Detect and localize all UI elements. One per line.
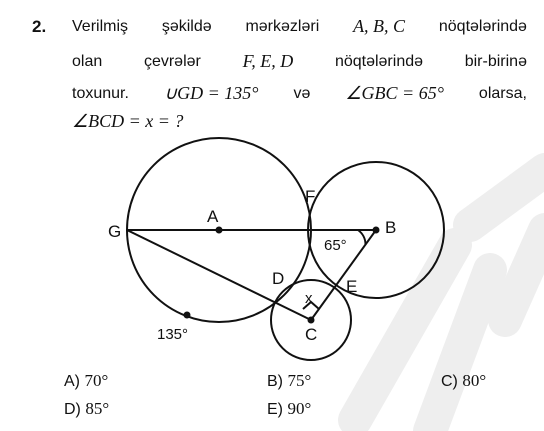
text-fragment: nöqtələrində xyxy=(438,18,527,35)
answer-letter: D) xyxy=(64,401,81,418)
point-c xyxy=(308,317,315,324)
text-fragment: nöqtələrində xyxy=(334,53,424,70)
answer-value: 70° xyxy=(84,371,109,390)
text-fragment: bir-birinə xyxy=(464,53,527,70)
arc-expression: ∪GD = 135° xyxy=(163,83,259,103)
label-c: C xyxy=(305,325,318,344)
answer-letter: C) xyxy=(441,373,458,390)
question-number: 2. xyxy=(32,17,47,36)
answer-letter: A) xyxy=(64,373,80,390)
label-e: E xyxy=(346,277,358,296)
answer-letter: B) xyxy=(267,373,283,390)
answer-letter: E) xyxy=(267,401,283,418)
text-fragment: olan xyxy=(72,53,103,70)
angle-b-label: 65° xyxy=(324,237,347,254)
angle-c-label: x xyxy=(305,290,313,307)
text-fragment: mərkəzləri xyxy=(245,18,320,35)
arc-gd-label: 135° xyxy=(157,326,189,343)
point-b xyxy=(373,227,380,234)
angle-expression: ∠GBC = 65° xyxy=(345,83,444,103)
answer-e[interactable] xyxy=(267,399,311,419)
arc-midpoint xyxy=(184,312,191,319)
label-a: A xyxy=(207,207,219,226)
answer-d[interactable] xyxy=(64,399,109,419)
answer-value: 85° xyxy=(85,399,110,418)
text-fragment: və xyxy=(293,85,311,102)
target-expression: ∠BCD = x = ? xyxy=(72,111,184,131)
text-fragment: olarsa, xyxy=(478,85,527,102)
angle-b-arc xyxy=(358,230,366,245)
centers-points: A, B, C xyxy=(353,16,406,36)
answer-c[interactable] xyxy=(441,371,486,391)
text-fragment: çevrələr xyxy=(143,53,201,70)
label-b: B xyxy=(385,218,397,237)
label-d: D xyxy=(272,269,285,288)
answer-value: 90° xyxy=(287,399,312,418)
tangent-points: F, E, D xyxy=(242,51,294,71)
text-fragment: şəkildə xyxy=(161,18,212,35)
text-fragment: toxunur. xyxy=(72,85,129,102)
label-f: F xyxy=(305,187,316,206)
answer-a[interactable] xyxy=(64,371,108,391)
answer-value: 80° xyxy=(462,371,487,390)
answer-b[interactable] xyxy=(267,371,311,391)
point-a xyxy=(216,227,223,234)
text-fragment: Verilmiş xyxy=(72,18,129,35)
answer-value: 75° xyxy=(287,371,312,390)
label-g: G xyxy=(108,222,122,241)
